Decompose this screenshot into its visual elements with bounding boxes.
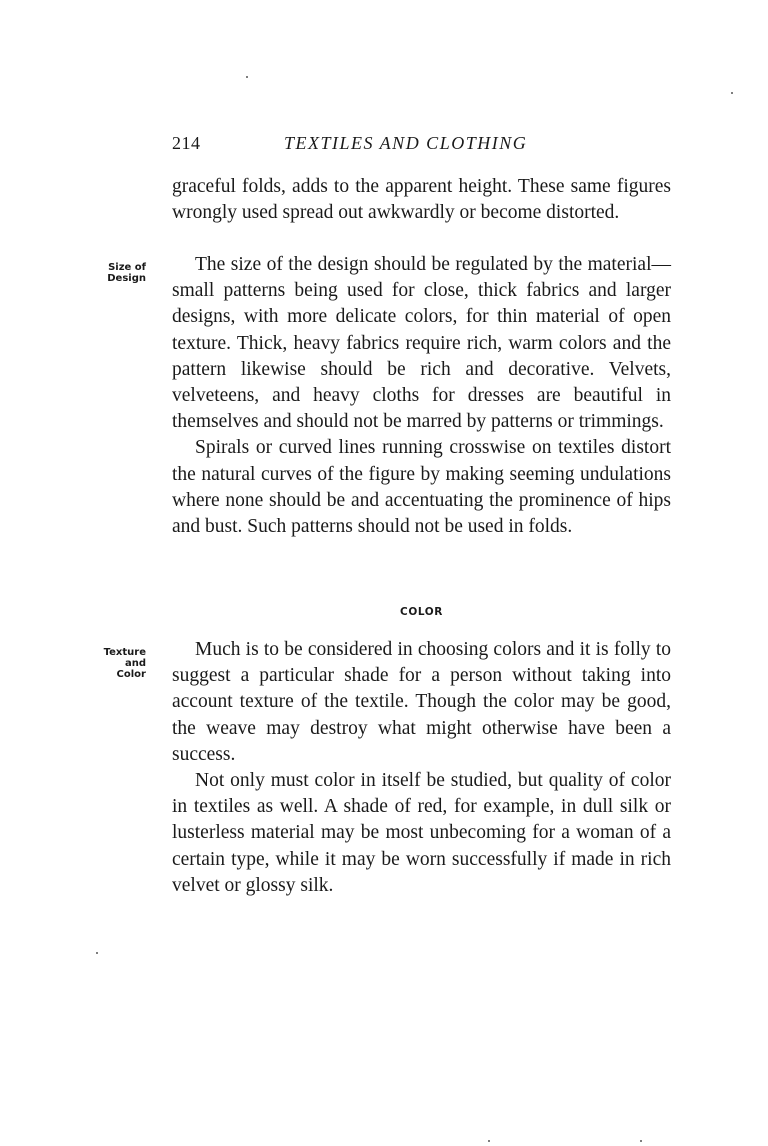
paragraph-quality-of-color: Not only must color in itself be studied, but quality of color in textiles as well. A shade of red, for example, in dull silk or lusterless material may be most unbecoming for a woman of a certain type, while it may be worn successfully if made in rich velvet or glossy silk. [172,770,671,896]
scan-speck [731,92,733,94]
sidenote-line: Design [107,273,146,284]
text-block-color [172,637,671,899]
paragraph-choosing-colors: Much is to be considered in choosing colors and it is folly to suggest a particular shade for a person without taking into account texture of the textile. Though the color may be good, the weave may destroy what might otherwise have been a success. [172,639,671,765]
text-block-continuation [172,174,671,226]
sidenote-line: and [124,658,146,669]
scan-speck [96,952,98,954]
page-header [172,133,672,159]
sidenote-line: Texture [103,647,146,658]
paragraph-size-of-design: The size of the design should be regulated by the material—small patterns being used for close, thick fabrics and larger designs, with more delicate colors, for thin material of open texture. Thick, heavy fabrics require rich, warm colors and the pattern likewise should be rich and decorative. Velvets, velveteens, and heavy cloths for dresses are beautiful in themselves and should not be marred by patterns or trimmings. [172,254,671,433]
sidenote-line: Size of [108,262,146,273]
section-heading-color: COLOR [400,606,443,618]
sidenote-size-of-design [56,262,146,284]
sidenote-texture-and-color [56,647,146,680]
text-block-size-of-design [172,252,671,540]
scan-speck [640,1140,642,1142]
paragraph-spirals: Spirals or curved lines running crosswise on textiles distort the natural curves of the figure by making seeming undulations where none should be and accentuating the prominence of hips and bust. Such patterns should not be used in folds. [172,437,671,538]
paragraph-continuation: graceful folds, adds to the apparent height. These same figures wrongly used spread out awkwardly or become distorted. [172,176,671,224]
scan-speck [488,1140,490,1142]
sidenote-line: Color [116,669,146,680]
running-title: TEXTILES AND CLOTHING [284,133,528,153]
page-number: 214 [172,133,201,153]
scan-speck [246,76,248,78]
